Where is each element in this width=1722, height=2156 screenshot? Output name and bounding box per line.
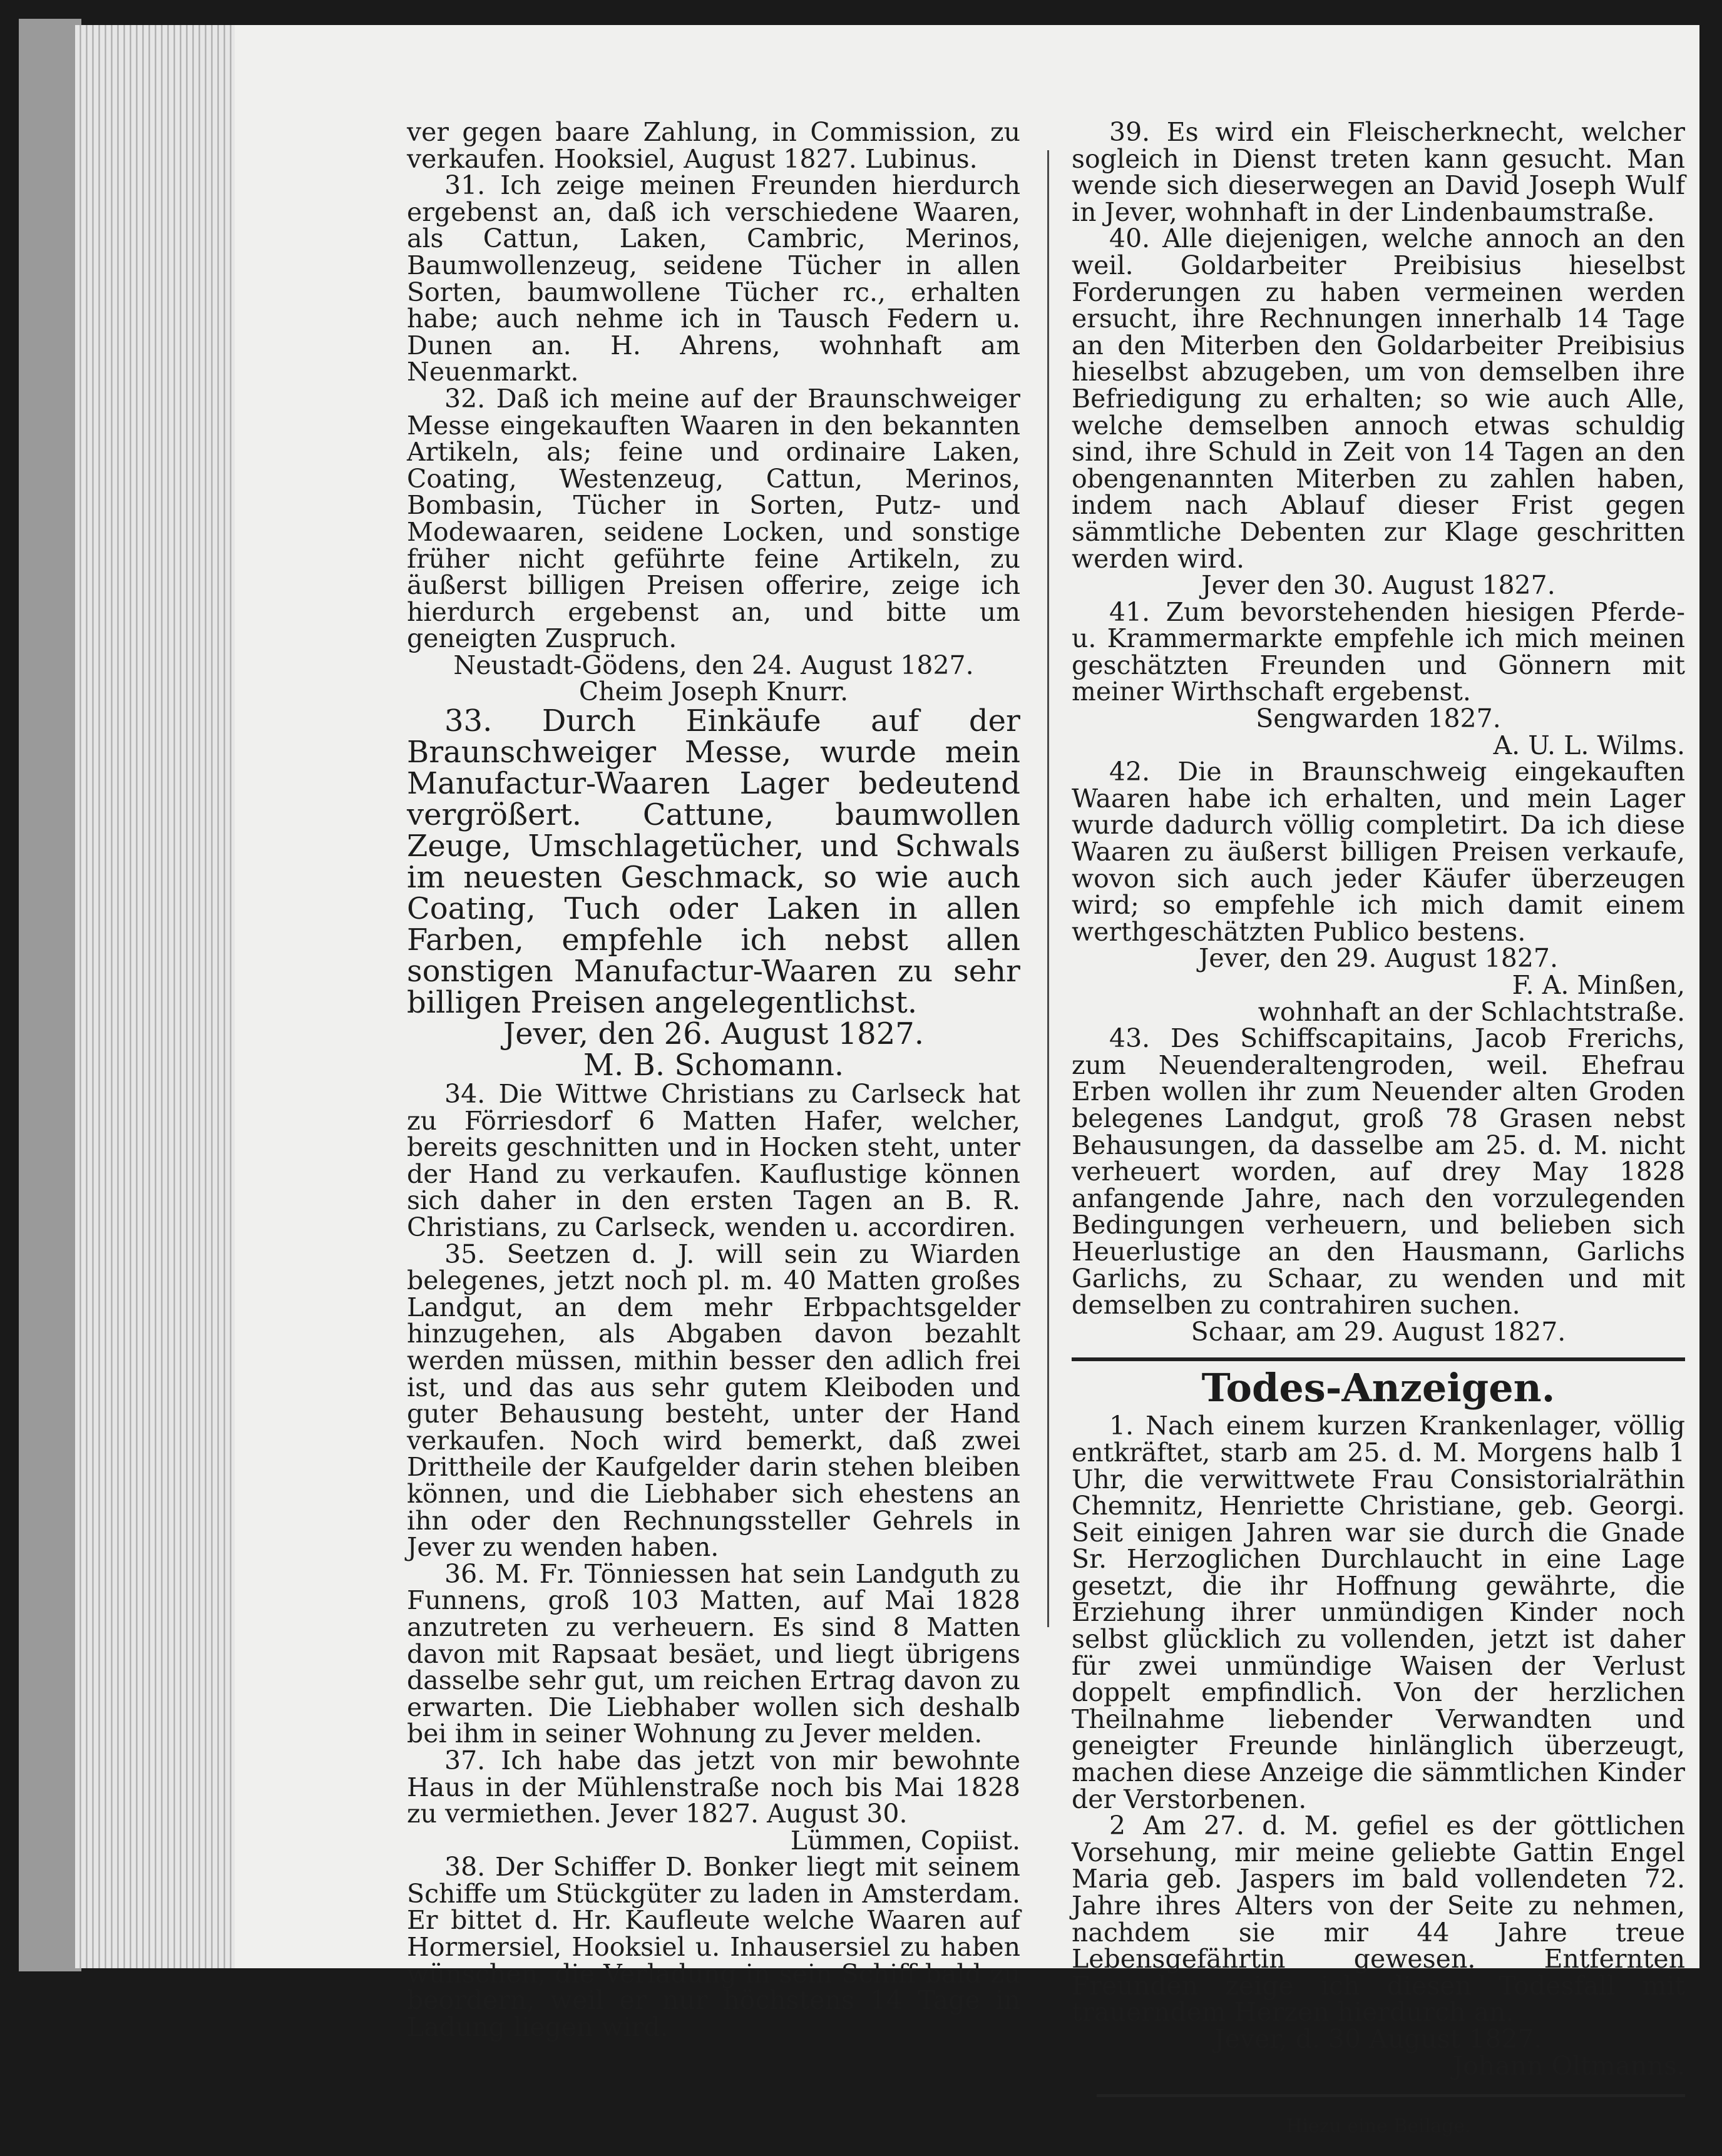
right-column [1072, 119, 1685, 2156]
advert-paragraph: 34. Die Wittwe Christians zu Carlseck hat zu Förriesdorf 6 Matten Hafer, welcher, bereits geschnitten und in Hocken steht, unter der Hand zu verkaufen. Kauflustige können sich daher in den ersten Tagen an B. R. Christians, zu Carlseck, wenden u. accordiren. [407, 1079, 1020, 1243]
advert-paragraph: ver gegen baare Zahlung, in Commission, zu verkaufen. Hooksiel, August 1827. Lubinus. [407, 117, 1020, 174]
advert-paragraph: M. B. Schomann. [583, 1048, 844, 1083]
end-rule [1097, 2094, 1685, 2097]
advert-paragraph: Lümmen, Copiist. [790, 1825, 1020, 1856]
footer-note: Hiezu eine Beilage. [1286, 2115, 1471, 2138]
page-stack-edge [75, 25, 238, 1968]
section-rule [1072, 1357, 1685, 1361]
advert-paragraph: 43. Des Schiffscapitains, Jacob Frerichs, zum Neuenderaltengroden, weil. Ehefrau Erben wollen ihr zum Neuender alten Groden belegenes Landgut, groß 78 Grasen nebst Behausungen, da dasselbe am 25. d. M. nicht verheuert worden, auf drey May 1828 anfangende Jahre, nach den vorzulegenden Bedingungen verheuern, und belieben sich Heuerlustige an den Hausmann, Garlichs Garlichs, zu Schaar, zu wenden und mit demselben zu contrahiren suchen. [1072, 1023, 1685, 1321]
advert-paragraph: 32. Daß ich meine auf der Braunschweiger Messe eingekauften Waaren in den bekannten Artikeln, als; feine und ordinaire Laken, Coating, Westenzeug, Cattun, Merinos, Bombasin, Tücher in Sorten, Putz- und Modewaaren, seidene Locken, und sonstige früher nicht geführte feine Artikeln, zu äußerst billigen Preisen offerire, zeige ich hierdurch ergebenst an, und bitte um geneigten Zuspruch. [407, 383, 1020, 654]
advert-paragraph: 42. Die in Braunschweig eingekauften Waaren habe ich erhalten, und mein Lager wurde dadurch völlig completirt. Da ich diese Waaren zu äußerst billigen Preisen verkaufe, wovon sich auch jeder Käufer überzeugen wird; so empfehle ich mich damit einem werthgeschätzten Publico bestens. [1072, 757, 1685, 947]
advert-paragraph: Neustadt-Gödens, den 24. August 1827. [453, 650, 974, 680]
section-heading-death-notices: Todes-Anzeigen. [1201, 1365, 1555, 1411]
advert-paragraph: 37. Ich habe das jetzt von mir bewohnte Haus in der Mühlenstraße noch bis Mai 1828 zu vermiethen. Jever 1827. August 30. [407, 1745, 1020, 1829]
advert-paragraph: wohnhaft an der Schlachtstraße. [1258, 996, 1685, 1027]
advert-paragraph: 1. Nach einem kurzen Krankenlager, völlig entkräftet, starb am 25. d. M. Morgens halb 1 Uhr, die verwittwete Frau Consistorialräthin Chemnitz, Henriette Christiane, geb. Georgi. Seit einigen Jahren war sie durch die Gnade Sr. Herzoglichen Durchlaucht in eine Lage gesetzt, die ihr Hoffnung gewährte, die Erziehung ihrer unmündigen Kinder noch selbst glücklich zu vollenden, jetzt ist daher für zwei unmündige Waisen der Verlust doppelt empfindlich. Von der herzlichen Theilnahme liebender Verwandten und geneigter Freunde hinlänglich überzeugt, machen diese Anzeige die sämmtlichen Kinder der Verstorbenen. [1072, 1411, 1685, 1814]
advert-paragraph: 40. Alle diejenigen, welche annoch an den weil. Goldarbeiter Preibisius hieselbst Forderungen zu haben vermeinen werden ersucht, ihre Rechnungen innerhalb 14 Tage an den Miterben den Goldarbeiter Preibisius hieselbst abzugeben, um von demselben ihre Befriedigung zu erhalten; so wie auch Alle, welche demselben annoch etwas schuldig sind, ihre Schuld in Zeit von 14 Tagen an den obengenannten Miterben zu zahlen haben, indem nach Ablauf dieser Frist gegen sämmtliche Debenten zur Klage geschritten werden wird. [1072, 223, 1685, 574]
advert-paragraph: 39. Es wird ein Fleischerknecht, welcher sogleich in Dienst treten kann gesucht. Man wende sich dieserwegen an David Joseph Wulf in Jever, wohnhaft in der Lindenbaumstraße. [1072, 117, 1685, 227]
advert-paragraph: 31. Ich zeige meinen Freunden hierdurch ergebenst an, daß ich verschiedene Waaren, als Cattun, Laken, Cambric, Merinos, Baumwollenzeug, seidene Tücher in allen Sorten, baumwollene Tücher rc., erhalten habe; auch nehme ich in Tausch Federn u. Dunen an. H. Ahrens, wohnhaft am Neuenmarkt. [407, 170, 1020, 387]
advert-paragraph: 35. Seetzen d. J. will sein zu Wiarden belegenes, jetzt noch pl. m. 40 Matten großes Landgut, an dem mehr Erbpachtsgelder hinzugehen, als Abgaben davon bezahlt werden müssen, mithin besser den adlich frei ist, und das aus sehr gutem Kleiboden und guter Behausung besteht, unter der Hand verkaufen. Noch wird bemerkt, daß zwei Drittheile der Kaufgelder darin stehen bleiben können, und die Liebhaber sich ehestens an ihn oder den Rechnungssteller Gehrels in Jever zu wenden haben. [407, 1239, 1020, 1563]
advert-paragraph: 2 Am 27. d. M. gefiel es der göttlichen Vorsehung, mir meine geliebte Gattin Engel Maria geb. Jaspers im bald vollendeten 72. Jahre ihres Alters von der Seite zu nehmen, nachdem sie mir 44 Jahre treue Lebensgefährtin gewesen. Entfernten Freunden zeige ich diesen Todesfall mit trauerndem Herzen hierdurch an. [1072, 1811, 1685, 2028]
advert-paragraph: A. U. L. Wilms. [1493, 730, 1685, 760]
left-column [407, 119, 1020, 2040]
advert-paragraph: F. A. Minßen, [1512, 970, 1685, 1000]
advert-paragraph: 33. Durch Einkäufe auf der Braunschweiger Messe, wurde mein Manufactur-Waaren Lager bedeutend vergrößert. Cattune, baumwollen Zeuge, Umschlagetücher, und Schwals im neuesten Geschmack, so wie auch Coating, Tuch oder Laken in allen Farben, empfehle ich nebst allen sonstigen Manufactur-Waaren zu sehr billigen Preisen angelegentlichst. [407, 703, 1020, 1021]
advert-paragraph: 36. M. Fr. Tönniessen hat sein Landguth zu Funnens, groß 103 Matten, auf Mai 1828 anzutreten zu verheuern. Es sind 8 Matten davon mit Rapsaat besäet, und liegt übrigens dasselbe sehr gut, um reichen Ertrag davon zu erwarten. Die Liebhaber wollen sich deshalb bei ihm in seiner Wohnung zu Jever melden. [407, 1558, 1020, 1749]
advert-paragraph: Jever, den 29. August 1827. [1198, 943, 1559, 974]
advert-paragraph: 41. Zum bevorstehenden hiesigen Pferde- u. Krammermarkte empfehle ich mich meinen geschätzten Freunden und Gönnern mit meiner Wirthschaft ergebenst. [1072, 596, 1685, 707]
advert-paragraph: Jever, den 26. August 1827. [503, 1016, 925, 1052]
advert-paragraph: Schaar, am 29. August 1827. [1191, 1316, 1566, 1347]
book-binding-edge [19, 19, 81, 1971]
advert-paragraph: Cheim Joseph Knurr. [578, 677, 849, 707]
advert-paragraph: Jever den 30. August 1827. [1201, 570, 1555, 601]
column-divider [1047, 150, 1049, 1627]
advert-paragraph: Johann Oltmanns. [1452, 2050, 1685, 2081]
advert-paragraph: 38. Der Schiffer D. Bonker liegt mit seinem Schiffe um Stückgüter zu laden in Amsterdam. Er bittet d. Hr. Kaufleute welche Waaren auf Hormersiel, Hooksiel u. Inhausersiel zu haben wünschen, die Verladung in sein Schiff bald zu beordern, weil er nur höchstens 14 Tage in Ladung liegen wird. [407, 1852, 1020, 2042]
right-column-ads [1072, 119, 1685, 1345]
death-notices-list [1072, 1413, 1685, 2079]
advert-paragraph: Sengwarden 1827. [1256, 703, 1501, 734]
advert-paragraph: Jever, d. 30 August 1827. [1214, 2023, 1542, 2054]
